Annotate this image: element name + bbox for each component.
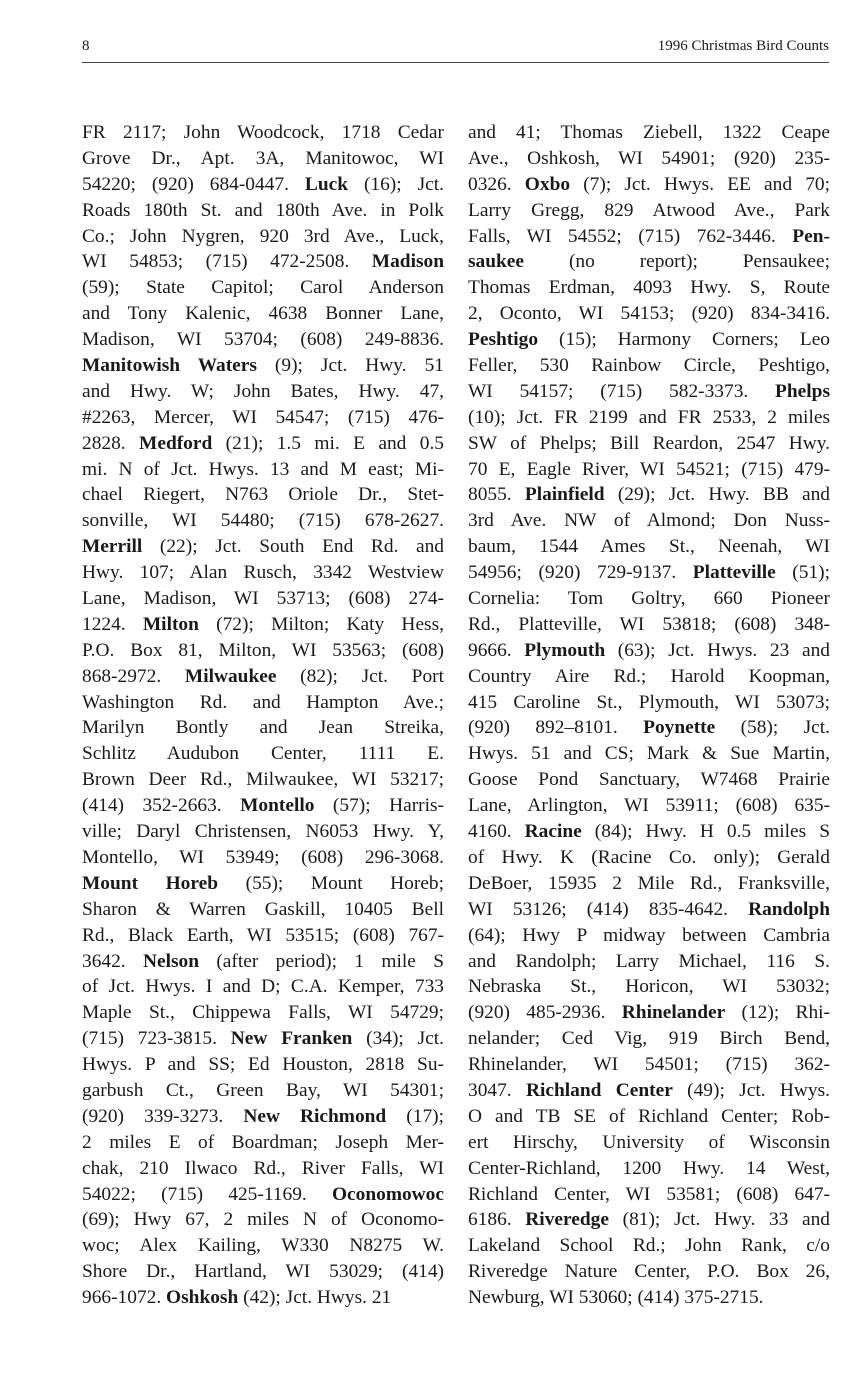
text-line: Lane, Madison, WI 53713; (608) 274- bbox=[82, 588, 444, 610]
text-line: #2263, Mercer, WI 54547; (715) 476- bbox=[82, 406, 444, 428]
text-line: 8055. Plainfield (29); Jct. Hwy. BB and bbox=[468, 484, 830, 506]
count-name: Rhinelander bbox=[621, 1002, 726, 1024]
text-line: (10); Jct. FR 2199 and FR 2533, 2 miles bbox=[468, 406, 830, 428]
text-line: WI 54157; (715) 582-3373. Phelps bbox=[468, 380, 830, 402]
text-line: 54956; (920) 729-9137. Platteville (51); bbox=[468, 562, 830, 584]
count-name: Oxbo bbox=[524, 173, 571, 195]
count-name: Poynette bbox=[643, 717, 716, 739]
text-line: (715) 723-3815. New Franken (34); Jct. bbox=[82, 1028, 444, 1050]
text-line: Sharon & Warren Gaskill, 10405 Bell bbox=[82, 898, 444, 920]
text-line: and Hwy. W; John Bates, Hwy. 47, bbox=[82, 380, 444, 402]
text-line: Shore Dr., Hartland, WI 53029; (414) bbox=[82, 1261, 444, 1283]
text-line: (920) 892–8101. Poynette (58); Jct. bbox=[468, 717, 831, 739]
text-line: Thomas Erdman, 4093 Hwy. S, Route bbox=[468, 277, 830, 299]
text-line: Goose Pond Sanctuary, W7468 Prairie bbox=[468, 769, 830, 791]
count-name: Luck bbox=[304, 173, 348, 195]
text-line: Riveredge Nature Center, P.O. Box 26, bbox=[468, 1261, 830, 1283]
text-line: ville; Daryl Christensen, N6053 Hwy. Y, bbox=[82, 821, 444, 843]
text-line: nelander; Ced Vig, 919 Birch Bend, bbox=[468, 1028, 830, 1050]
text-line: Brown Deer Rd., Milwaukee, WI 53217; bbox=[82, 769, 444, 791]
text-line: Maple St., Chippewa Falls, WI 54729; bbox=[82, 1002, 444, 1024]
text-line: Newburg, WI 53060; (414) 375-2715. bbox=[468, 1287, 764, 1309]
count-name: Oconomowoc bbox=[331, 1183, 444, 1205]
count-name: Medford bbox=[139, 432, 213, 454]
text-line: Co.; John Nygren, 920 3rd Ave., Luck, bbox=[82, 225, 444, 247]
text-line: 1224. Milton (72); Milton; Katy Hess, bbox=[82, 613, 444, 635]
text-line: 70 E, Eagle River, WI 54521; (715) 479- bbox=[468, 458, 830, 480]
text-line: chael Riegert, N763 Oriole Dr., Stet- bbox=[82, 484, 444, 506]
count-name: saukee bbox=[468, 251, 525, 273]
text-line: SW of Phelps; Bill Reardon, 2547 Hwy. bbox=[468, 432, 830, 454]
text-line: 4160. Racine (84); Hwy. H 0.5 miles S bbox=[468, 821, 830, 843]
text-line: Roads 180th St. and 180th Ave. in Polk bbox=[82, 199, 444, 221]
text-line: DeBoer, 15935 2 Mile Rd., Franksville, bbox=[468, 872, 830, 894]
count-name: Pen- bbox=[792, 225, 830, 247]
count-name: Randolph bbox=[748, 898, 830, 920]
text-line: Country Aire Rd.; Harold Koopman, bbox=[468, 665, 830, 687]
text-line: and Randolph; Larry Michael, 116 S. bbox=[468, 950, 830, 972]
text-line: Washington Rd. and Hampton Ave.; bbox=[82, 691, 444, 713]
count-name: Plymouth bbox=[524, 639, 606, 661]
text-line: baum, 1544 Ames St., Neenah, WI bbox=[468, 536, 830, 558]
right-column bbox=[468, 120, 830, 1311]
count-name: Plainfield bbox=[524, 484, 605, 506]
running-title: 1996 Christmas Bird Counts bbox=[657, 38, 829, 54]
count-name: Milwaukee bbox=[184, 665, 277, 687]
text-line: Madison, WI 53704; (608) 249-8836. bbox=[82, 329, 444, 351]
text-line: 3047. Richland Center (49); Jct. Hwys. bbox=[468, 1079, 830, 1101]
text-line: 3rd Ave. NW of Almond; Don Nuss- bbox=[468, 510, 830, 532]
text-line: Larry Gregg, 829 Atwood Ave., Park bbox=[468, 199, 830, 221]
text-line: (59); State Capitol; Carol Anderson bbox=[82, 277, 444, 299]
text-line: Schlitz Audubon Center, 1111 E. bbox=[82, 743, 444, 765]
text-line: 868-2972. Milwaukee (82); Jct. Port bbox=[82, 665, 444, 687]
text-line: 2 miles E of Boardman; Joseph Mer- bbox=[82, 1131, 444, 1153]
text-line: Hwys. 51 and CS; Mark & Sue Martin, bbox=[468, 743, 830, 765]
text-line: Merrill (22); Jct. South End Rd. and bbox=[82, 536, 444, 558]
text-line: Feller, 530 Rainbow Circle, Peshtigo, bbox=[468, 355, 830, 377]
text-line: (64); Hwy P midway between Cambria bbox=[468, 924, 830, 946]
text-line: ert Hirschy, University of Wisconsin bbox=[468, 1131, 830, 1153]
text-line: (69); Hwy 67, 2 miles N of Oconomo- bbox=[82, 1209, 444, 1231]
count-name: Peshtigo bbox=[468, 329, 539, 351]
text-line: WI 53126; (414) 835-4642. Randolph bbox=[468, 898, 830, 920]
text-line: saukee (no report); Pensaukee; bbox=[468, 251, 830, 273]
text-line: 2828. Medford (21); 1.5 mi. E and 0.5 bbox=[82, 432, 444, 454]
text-line: woc; Alex Kailing, W330 N8275 W. bbox=[82, 1235, 444, 1257]
text-line: WI 54853; (715) 472-2508. Madison bbox=[82, 251, 444, 273]
text-line: Richland Center, WI 53581; (608) 647- bbox=[468, 1183, 830, 1205]
text-line: (414) 352-2663. Montello (57); Harris- bbox=[82, 795, 444, 817]
text-line: Lane, Arlington, WI 53911; (608) 635- bbox=[468, 795, 830, 817]
text-line: Rhinelander, WI 54501; (715) 362- bbox=[468, 1054, 830, 1076]
text-line: Manitowish Waters (9); Jct. Hwy. 51 bbox=[82, 355, 444, 377]
count-name: Racine bbox=[524, 821, 582, 843]
text-line: Hwy. 107; Alan Rusch, 3342 Westview bbox=[82, 562, 444, 584]
text-line: Center-Richland, 1200 Hwy. 14 West, bbox=[468, 1157, 830, 1179]
text-line: Rd., Black Earth, WI 53515; (608) 767- bbox=[82, 924, 444, 946]
count-name: Riveredge bbox=[525, 1209, 609, 1231]
text-line: 6186. Riveredge (81); Jct. Hwy. 33 and bbox=[468, 1209, 830, 1231]
text-line: P.O. Box 81, Milton, WI 53563; (608) bbox=[82, 639, 444, 661]
text-line: and 41; Thomas Ziebell, 1322 Ceape bbox=[468, 122, 830, 143]
running-header bbox=[82, 38, 829, 63]
text-line: 966-1072. Oshkosh (42); Jct. Hwys. 21 bbox=[82, 1287, 392, 1309]
text-line: Cornelia: Tom Goltry, 660 Pioneer bbox=[468, 588, 830, 610]
text-line: Montello, WI 53949; (608) 296-3068. bbox=[82, 846, 444, 868]
text-line: sonville, WI 54480; (715) 678-2627. bbox=[82, 510, 444, 532]
count-name: Nelson bbox=[142, 950, 199, 972]
left-column bbox=[82, 120, 444, 1311]
count-name: Montello bbox=[240, 795, 315, 817]
text-line: of Jct. Hwys. I and D; C.A. Kemper, 733 bbox=[82, 976, 444, 998]
text-line: 3642. Nelson (after period); 1 mile S bbox=[82, 950, 444, 972]
text-line: O and TB SE of Richland Center; Rob- bbox=[468, 1105, 830, 1127]
text-line: Nebraska St., Horicon, WI 53032; bbox=[468, 976, 830, 998]
text-line: Falls, WI 54552; (715) 762-3446. Pen- bbox=[468, 225, 830, 247]
text-line: (920) 339-3273. New Richmond (17); bbox=[82, 1105, 444, 1127]
text-line: 54022; (715) 425-1169. Oconomowoc bbox=[82, 1183, 444, 1205]
text-line: Rd., Platteville, WI 53818; (608) 348- bbox=[468, 613, 830, 635]
count-name: New Richmond bbox=[243, 1105, 387, 1127]
count-name: Madison bbox=[371, 251, 444, 273]
text-line: 2, Oconto, WI 54153; (920) 834-3416. bbox=[468, 303, 830, 325]
count-name: Platteville bbox=[692, 562, 776, 584]
count-name: Manitowish Waters bbox=[82, 355, 257, 377]
count-name: Milton bbox=[142, 613, 199, 635]
text-line: 415 Caroline St., Plymouth, WI 53073; bbox=[468, 691, 830, 713]
text-line: (920) 485-2936. Rhinelander (12); Rhi- bbox=[468, 1002, 830, 1024]
text-line: mi. N of Jct. Hwys. 13 and M east; Mi- bbox=[82, 458, 444, 480]
text-line: Lakeland School Rd.; John Rank, c/o bbox=[468, 1235, 830, 1257]
count-name: New Franken bbox=[230, 1028, 353, 1050]
count-name: Richland Center bbox=[525, 1079, 673, 1101]
text-line: 54220; (920) 684-0447. Luck (16); Jct. bbox=[82, 173, 444, 195]
text-line: Peshtigo (15); Harmony Corners; Leo bbox=[468, 329, 830, 351]
text-line: and Tony Kalenic, 4638 Bonner Lane, bbox=[82, 303, 444, 325]
text-line: 9666. Plymouth (63); Jct. Hwys. 23 and bbox=[468, 639, 830, 661]
text-line: FR 2117; John Woodcock, 1718 Cedar bbox=[82, 122, 444, 143]
text-line: Grove Dr., Apt. 3A, Manitowoc, WI bbox=[82, 147, 444, 169]
count-name: Merrill bbox=[82, 536, 143, 558]
text-line: Marilyn Bontly and Jean Streika, bbox=[82, 717, 444, 739]
count-name: Oshkosh bbox=[166, 1287, 239, 1309]
text-line: Ave., Oshkosh, WI 54901; (920) 235- bbox=[468, 147, 830, 169]
count-name: Mount Horeb bbox=[82, 872, 219, 894]
text-line: Hwys. P and SS; Ed Houston, 2818 Su- bbox=[82, 1054, 444, 1076]
text-line: 0326. Oxbo (7); Jct. Hwys. EE and 70; bbox=[468, 173, 830, 195]
page-number: 8 bbox=[82, 38, 90, 54]
text-line: of Hwy. K (Racine Co. only); Gerald bbox=[468, 846, 830, 868]
text-line: Mount Horeb (55); Mount Horeb; bbox=[82, 872, 445, 894]
text-line: chak, 210 Ilwaco Rd., River Falls, WI bbox=[82, 1157, 444, 1179]
count-name: Phelps bbox=[775, 380, 830, 402]
text-line: garbush Ct., Green Bay, WI 54301; bbox=[82, 1079, 444, 1101]
